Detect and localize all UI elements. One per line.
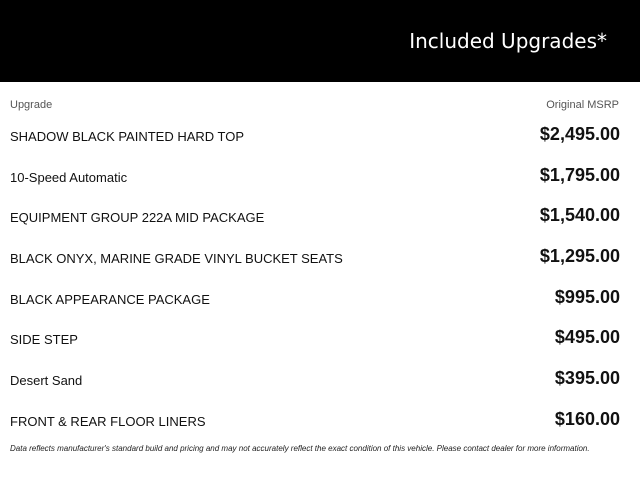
upgrade-price: $1,540.00 xyxy=(539,205,620,226)
upgrade-price: $160.00 xyxy=(554,408,620,429)
msrp-column-header: Original MSRP xyxy=(546,99,619,111)
upgrade-name: Desert Sand xyxy=(10,373,83,389)
upgrade-name: BLACK ONYX, MARINE GRADE VINYL BUCKET SEATS xyxy=(10,251,343,267)
upgrade-row xyxy=(0,400,640,441)
upgrade-price: $995.00 xyxy=(554,286,620,307)
upgrade-row xyxy=(0,318,640,359)
upgrades-header xyxy=(0,0,640,82)
upgrade-name: SIDE STEP xyxy=(10,332,78,348)
upgrade-column-header: Upgrade xyxy=(10,99,53,111)
upgrades-list xyxy=(0,115,640,441)
upgrade-name: BLACK APPEARANCE PACKAGE xyxy=(10,291,210,307)
upgrade-price: $1,795.00 xyxy=(539,164,620,185)
upgrade-name: FRONT & REAR FLOOR LINERS xyxy=(10,413,206,429)
upgrade-row xyxy=(0,278,640,319)
upgrade-name: SHADOW BLACK PAINTED HARD TOP xyxy=(10,129,245,144)
upgrade-price: $395.00 xyxy=(554,368,620,389)
upgrade-price: $495.00 xyxy=(554,327,620,348)
upgrade-price: $2,495.00 xyxy=(539,124,620,144)
page-title: Included Upgrades* xyxy=(409,29,607,53)
upgrade-row xyxy=(0,196,640,237)
upgrade-row xyxy=(0,156,640,197)
upgrade-row xyxy=(0,359,640,400)
upgrade-name: 10-Speed Automatic xyxy=(10,169,128,185)
upgrade-row xyxy=(0,237,640,278)
upgrade-price: $1,295.00 xyxy=(539,246,620,267)
column-headers xyxy=(0,99,640,115)
upgrade-row xyxy=(0,115,640,156)
disclaimer-text: Data reflects manufacturer's standard build and pricing and may not accurately reflect the exact condition of this vehicle. Please contact dealer for more information. xyxy=(10,444,590,453)
upgrade-name: EQUIPMENT GROUP 222A MID PACKAGE xyxy=(10,210,265,226)
